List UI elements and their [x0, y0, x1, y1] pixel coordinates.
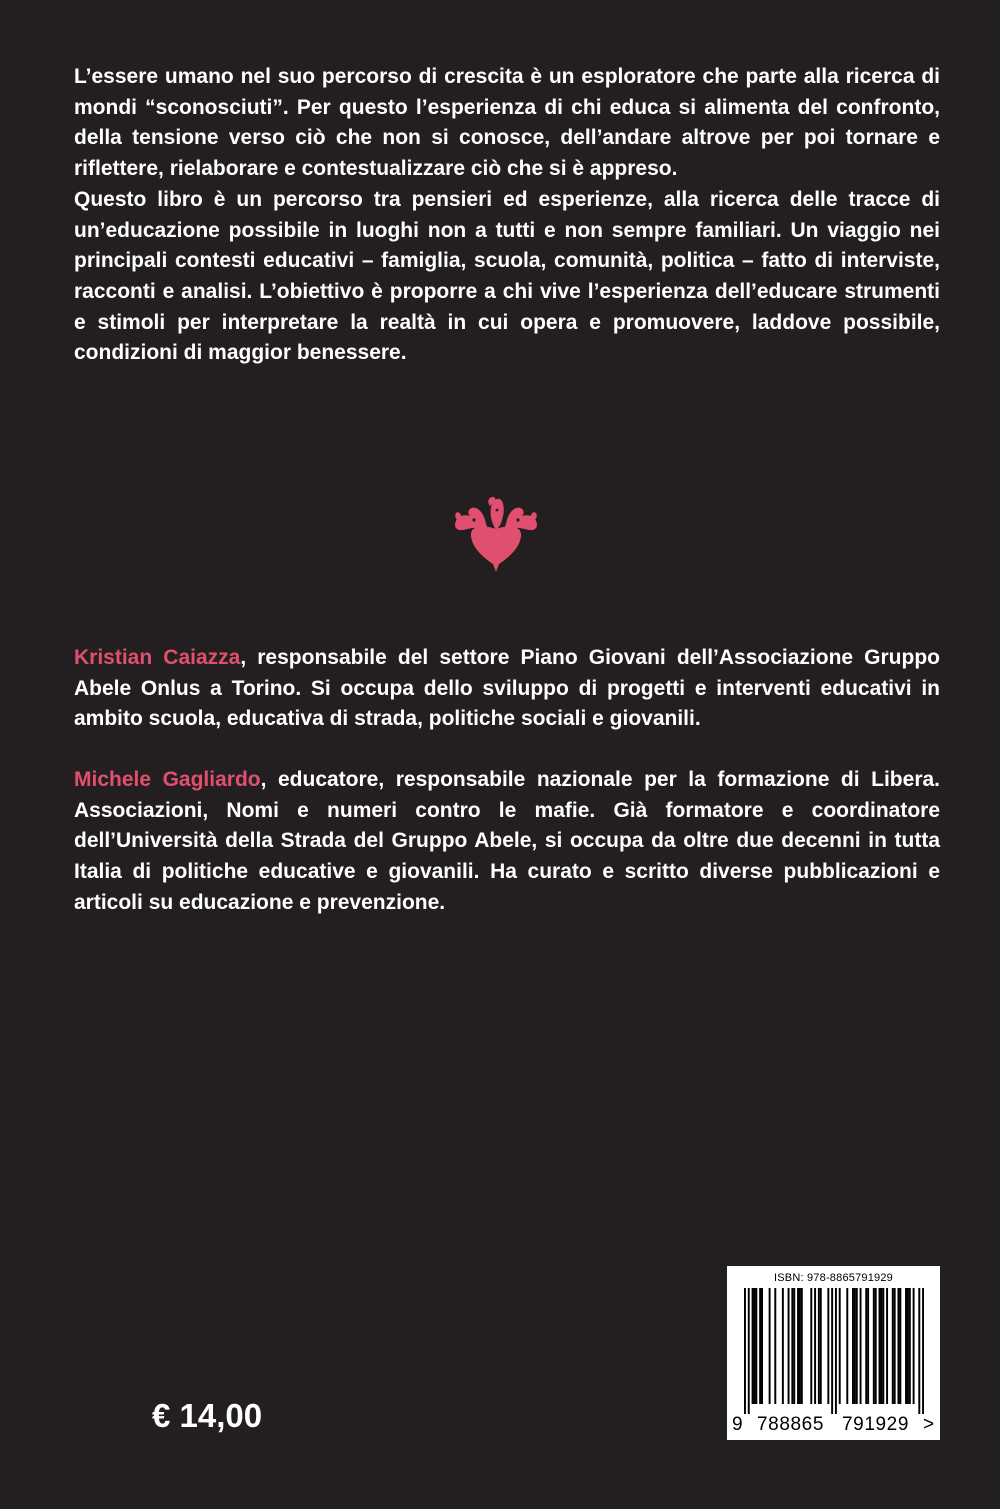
barcode-bar	[865, 1288, 867, 1404]
isbn-label: ISBN: 978-8865791929	[774, 1272, 893, 1284]
barcode-bar	[892, 1288, 894, 1404]
barcode-bar	[797, 1288, 799, 1404]
barcode-bar	[818, 1288, 820, 1404]
barcode-bar	[886, 1288, 888, 1404]
radish-icon	[448, 492, 544, 576]
barcode-bar	[835, 1288, 837, 1414]
barcode-bar	[799, 1288, 801, 1404]
barcode-bar	[788, 1288, 790, 1404]
barcode-digits	[727, 1414, 940, 1436]
barcode-bar	[922, 1288, 924, 1414]
barcode-bar	[880, 1288, 882, 1404]
barcode-bar	[913, 1288, 915, 1404]
barcode-digit-first: 9	[732, 1414, 743, 1435]
barcode-bar	[899, 1288, 901, 1404]
barcode-end-marker: >	[923, 1414, 935, 1435]
barcode-bar	[854, 1288, 856, 1404]
barcode-bar	[774, 1288, 776, 1404]
author-description: , responsabile del settore Piano Giovani dell’Associazione Gruppo Abele Onlus a Torino. Si occupa dello sviluppo di progetti e interventi educativi in ambito scuola, educativa di strada, politiche sociali e giovanili.	[74, 646, 940, 731]
author-description: , educatore, responsabile nazionale per la formazione di Libera. Associazioni, Nomi e numeri contro le mafie. Già formatore e coordinatore dell’Università della Strada del Gruppo Abele, si occupa da oltre due decenni in tutta Italia di politiche educative e giovanili. Ha curato e scritto diverse pubblicazioni e articoli su educazione e prevenzione.	[74, 768, 941, 914]
barcode-digits-left: 788865	[757, 1414, 825, 1435]
barcode-bar	[907, 1288, 909, 1404]
book-description	[74, 62, 940, 369]
barcode-bar	[793, 1288, 795, 1404]
barcode-bar	[814, 1288, 816, 1404]
barcode-bar	[753, 1288, 755, 1404]
barcode-bar	[882, 1288, 884, 1404]
barcode-bar	[748, 1288, 750, 1414]
barcode-bar	[755, 1288, 757, 1404]
barcode-bar	[820, 1288, 822, 1404]
barcode-bar	[867, 1288, 869, 1404]
author-bio	[74, 643, 940, 735]
barcode-bar	[852, 1288, 854, 1404]
barcode-bar	[801, 1288, 803, 1404]
barcode-bar	[769, 1288, 771, 1404]
barcode-bar	[894, 1288, 896, 1404]
author-name: Michele Gagliardo	[74, 768, 261, 791]
barcode-bar	[752, 1288, 754, 1404]
price-label: € 14,00	[152, 1397, 263, 1434]
barcode-bar	[846, 1288, 848, 1404]
barcode-bar	[761, 1288, 763, 1404]
barcode	[727, 1266, 940, 1440]
barcode-bars	[744, 1288, 924, 1414]
barcode-bar	[831, 1288, 833, 1414]
description-paragraph: L’essere umano nel suo percorso di crescita è un esploratore che parte alla ricerca di mondi “sconosciuti”. Per questo l’esperienza di chi educa si alimenta del confronto, della tensione verso ciò che non si conosce, dell’andare altrove per poi tornare e riflettere, rielaborare e contestualizzare ciò che si è appreso.	[74, 65, 940, 181]
barcode-bar	[791, 1288, 793, 1404]
author-bio	[74, 765, 940, 919]
barcode-bar	[856, 1288, 858, 1404]
barcode-bar	[905, 1288, 907, 1404]
barcode-bar	[759, 1288, 761, 1404]
barcode-bar	[875, 1288, 877, 1404]
barcode-bar	[810, 1288, 812, 1404]
description-paragraph: Questo libro è un percorso tra pensieri ed esperienze, alla ricerca delle tracce di un’educazione possibile in luoghi non a tutti e non sempre familiari. Un viaggio nei principali contesti educativi – famiglia, scuola, comunità, politica – fatto di interviste, racconti e analisi. L’obiettivo è proporre a chi vive l’esperienza dell’educare strumenti e stimoli per interpretare la realtà in cui opera e promuovere, laddove possibile, condizioni di maggior benessere.	[74, 187, 940, 365]
barcode-bar	[873, 1288, 875, 1404]
barcode-digits-right: 791929	[842, 1414, 910, 1435]
barcode-bar	[744, 1288, 746, 1414]
barcode-bar	[782, 1288, 784, 1404]
barcode-bar	[879, 1288, 881, 1404]
barcode-bar	[860, 1288, 862, 1404]
barcode-bar	[918, 1288, 920, 1414]
barcode-bar	[909, 1288, 911, 1404]
barcode-bar	[839, 1288, 841, 1404]
barcode-bar	[897, 1288, 899, 1404]
author-name: Kristian Caiazza	[74, 646, 241, 669]
barcode-bar	[827, 1288, 829, 1404]
